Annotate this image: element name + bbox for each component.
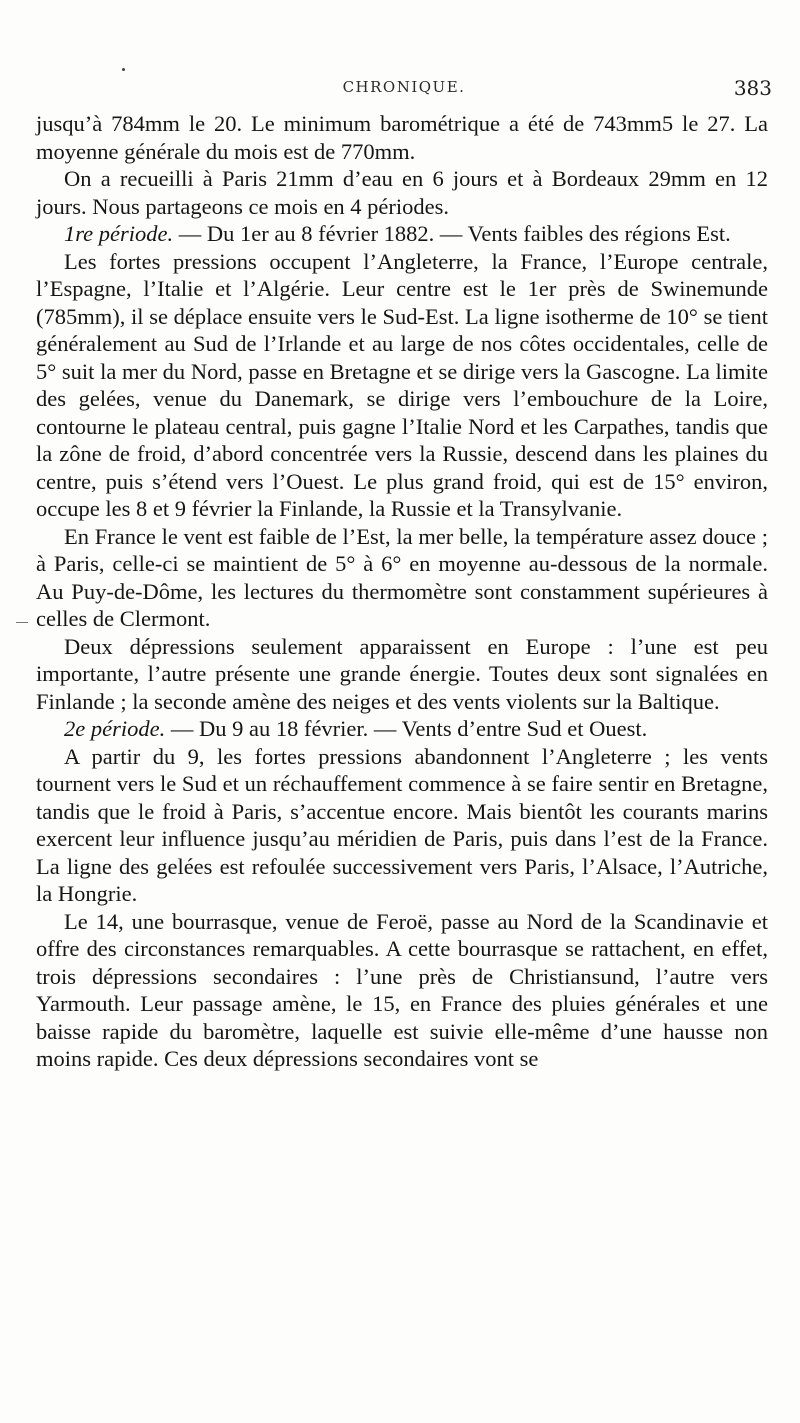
running-head: CHRONIQUE. bbox=[342, 78, 466, 96]
page-number: 383 bbox=[733, 76, 772, 100]
paragraph-2: On a recueilli à Paris 21mm d’eau en 6 jours et à Bordeaux 29mm en 12 jours. Nous partageons ce mois en 4 périodes. bbox=[36, 166, 768, 219]
period-1-description: — Du 1er au 8 février 1882. — Vents faibles des régions Est. bbox=[173, 221, 731, 246]
period-2-heading bbox=[36, 715, 768, 743]
page-header bbox=[36, 74, 772, 102]
period-1-heading bbox=[36, 220, 768, 248]
margin-mark bbox=[16, 622, 28, 623]
period-2-label: 2e période. bbox=[64, 716, 166, 741]
period-1-label: 1re période. bbox=[64, 221, 174, 246]
paragraph-5: En France le vent est faible de l’Est, la mer belle, la température assez douce ; à Paris, celle-ci se maintient de 5° à 6° en moyenne au-dessous de la normale. Au Puy-de-Dôme, les lectures du thermomètre sont constamment supérieures à celles de Clermont. bbox=[36, 523, 768, 631]
print-speck bbox=[122, 68, 125, 71]
body-text bbox=[36, 110, 768, 1073]
paragraph-8: A partir du 9, les fortes pressions abandonnent l’Angleterre ; les vents tournent vers le Sud et un réchauffement commence à se faire sentir en Bretagne, tandis que le froid à Paris, s’accentue encore. Mais bientôt les courants marins exercent leur influence jusqu’au méridien de Paris, puis dans l’est de la France. La ligne des gelées est refoulée successivement vers Paris, l’Alsace, l’Autriche, la Hongrie. bbox=[36, 743, 768, 906]
period-2-description: — Du 9 au 18 février. — Vents d’entre Sud et Ouest. bbox=[165, 716, 648, 741]
paragraph-4: Les fortes pressions occupent l’Angleterre, la France, l’Europe centrale, l’Espagne, l’Italie et l’Algérie. Leur centre est le 1er près de Swinemunde (785mm), il se déplace ensuite vers le Sud-Est. La ligne isotherme de 10° se tient généralement au Sud de l’Irlande et au large de nos côtes occidentales, celle de 5° suit la mer du Nord, passe en Bretagne et se dirige vers la Gascogne. La limite des gelées, venue du Danemark, se dirige vers l’embouchure de la Loire, contourne le plateau central, puis gagne l’Italie Nord et les Carpathes, tandis que la zône de froid, d’abord concentrée vers la Russie, descend dans les plaines du centre, puis s’étend vers l’Ouest. Le plus grand froid, qui est de 15° environ, occupe les 8 et 9 février la Finlande, la Russie et la Transylvanie. bbox=[36, 248, 768, 521]
paragraph-1: jusqu’à 784mm le 20. Le minimum barométrique a été de 743mm5 le 27. La moyenne générale du mois est de 770mm. bbox=[36, 111, 768, 164]
paragraph-9: Le 14, une bourrasque, venue de Feroë, passe au Nord de la Scandinavie et offre des circonstances remarquables. A cette bourrasque se rattachent, en effet, trois dépressions secondaires : l’une près de Christiansund, l’autre vers Yarmouth. Leur passage amène, le 15, en France des pluies générales et une baisse rapide du baromètre, laquelle est suivie elle-même d’une hausse non moins rapide. Ces deux dépressions secondaires vont se bbox=[36, 908, 768, 1071]
paragraph-6: Deux dépressions seulement apparaissent en Europe : l’une est peu importante, l’autre présente une grande énergie. Toutes deux sont signalées en Finlande ; la seconde amène des neiges et des vents violents sur la Baltique. bbox=[36, 633, 768, 714]
